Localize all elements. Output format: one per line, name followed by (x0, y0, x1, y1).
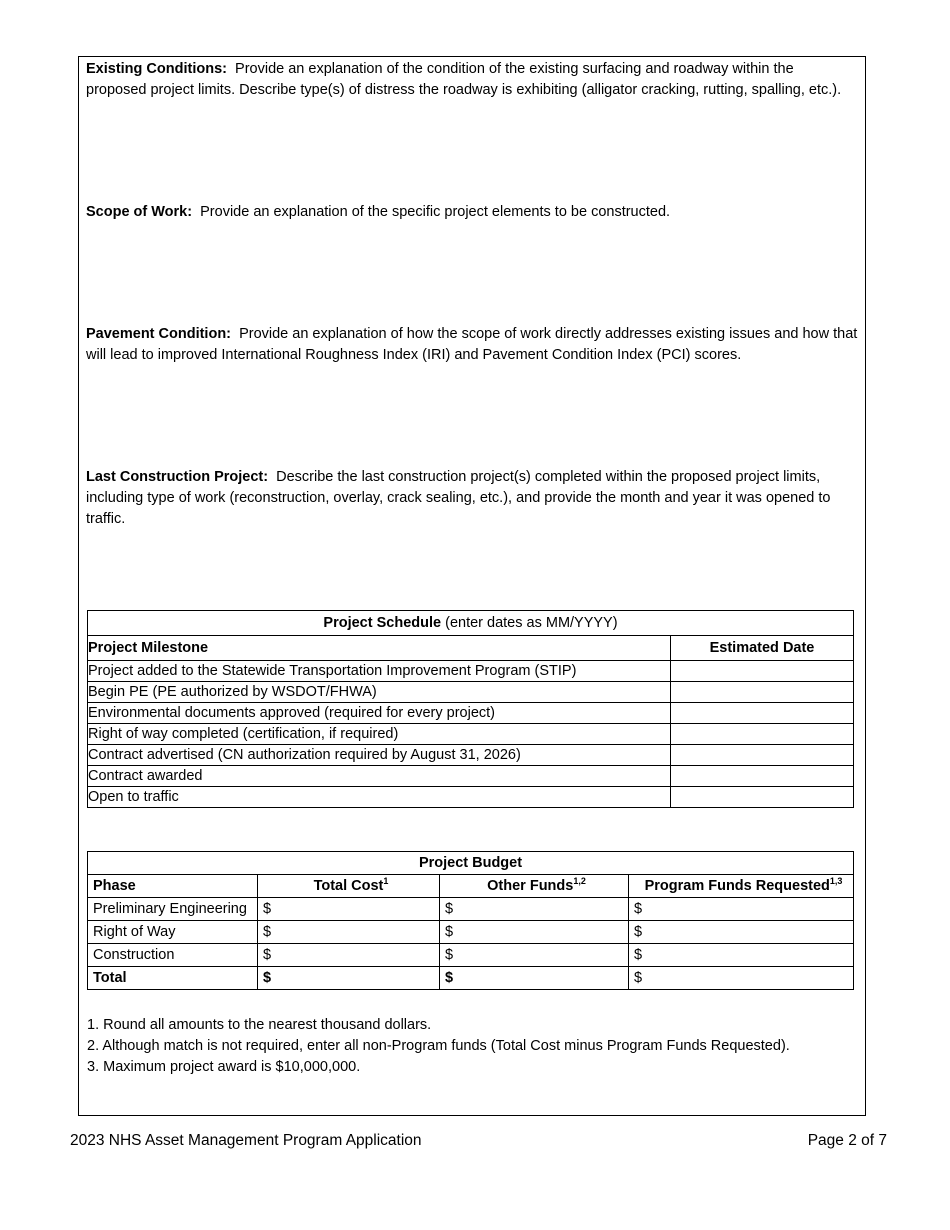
milestone-label: Begin PE (PE authorized by WSDOT/FHWA) (88, 682, 671, 703)
program-funds-cell[interactable]: $ (629, 921, 854, 944)
table-row (88, 766, 854, 787)
section-heading: Existing Conditions: (86, 61, 227, 77)
note-item: 3. Maximum project award is $10,000,000. (87, 1059, 361, 1075)
table-row (88, 682, 854, 703)
phase-header: Phase (88, 875, 258, 898)
page-number: Page 2 of 7 (807, 1132, 887, 1149)
estimated-date-cell[interactable] (671, 766, 854, 787)
pavement-condition-section (86, 324, 858, 366)
estimated-date-cell[interactable] (671, 682, 854, 703)
estimated-date-cell[interactable] (671, 787, 854, 808)
program-funds-cell[interactable]: $ (629, 944, 854, 967)
phase-label: Total (88, 967, 258, 990)
milestone-header: Project Milestone (88, 636, 671, 661)
project-budget-table (87, 851, 854, 990)
table-row (88, 745, 854, 766)
total-cost-cell[interactable]: $ (258, 898, 440, 921)
program-funds-cell[interactable]: $ (629, 898, 854, 921)
milestone-label: Open to traffic (88, 787, 671, 808)
project-schedule-table (87, 610, 854, 808)
form-frame (78, 56, 866, 1116)
milestone-label: Contract awarded (88, 766, 671, 787)
schedule-title-note: (enter dates as MM/YYYY) (445, 615, 618, 631)
phase-label: Preliminary Engineering (88, 898, 258, 921)
milestone-label: Right of way completed (certification, if required) (88, 724, 671, 745)
table-row (88, 661, 854, 682)
footer-title: 2023 NHS Asset Management Program Application (70, 1132, 422, 1149)
milestone-label: Environmental documents approved (required for every project) (88, 703, 671, 724)
phase-label: Right of Way (88, 921, 258, 944)
other-funds-cell[interactable]: $ (440, 967, 629, 990)
other-funds-cell[interactable]: $ (440, 898, 629, 921)
total-cost-cell[interactable]: $ (258, 944, 440, 967)
last-construction-section (86, 467, 858, 530)
estimated-date-cell[interactable] (671, 724, 854, 745)
note-item: 1. Round all amounts to the nearest thousand dollars. (87, 1017, 432, 1033)
section-text: Provide an explanation of the condition of the existing surfacing and roadway within the proposed project limits. Describe type(s) of distress the roadway is exhibiting (alligator cracking, rutting, spalling, etc.). (86, 61, 842, 98)
existing-conditions-section (86, 59, 858, 101)
total-cost-header: Total Cost$^1$ (258, 875, 440, 898)
table-row-total (88, 967, 854, 990)
other-funds-cell[interactable]: $ (440, 921, 629, 944)
section-text: Describe the last construction project(s) completed within the proposed project limits, including type of work (reconstruction, overlay, crack sealing, etc.), and provide the month and year it was opened to traffic. (86, 469, 831, 527)
program-funds-header: Program Funds Requested$^{1,3}$ (629, 875, 854, 898)
table-row (88, 787, 854, 808)
note-item: 2. Although match is not required, enter all non-Program funds (Total Cost minus Program Funds Requested). (87, 1038, 790, 1054)
section-text: Provide an explanation of the specific project elements to be constructed. (200, 204, 671, 220)
table-row (88, 703, 854, 724)
section-heading: Last Construction Project: (86, 469, 269, 485)
estimated-date-cell[interactable] (671, 703, 854, 724)
schedule-title-text: Project Schedule (323, 615, 442, 631)
other-funds-cell[interactable]: $ (440, 944, 629, 967)
other-funds-header: Other Funds$^{1,2}$ (440, 875, 629, 898)
table-row (88, 944, 854, 967)
total-cost-cell[interactable]: $ (258, 967, 440, 990)
budget-notes (87, 1015, 790, 1078)
table-row (88, 724, 854, 745)
section-text: Provide an explanation of how the scope of work directly addresses existing issues and how that will lead to improved International Roughness Index (IRI) and Pavement Condition Index (PCI) scores. (86, 326, 858, 363)
estimated-date-cell[interactable] (671, 661, 854, 682)
scope-of-work-section (86, 202, 858, 223)
total-cost-cell[interactable]: $ (258, 921, 440, 944)
estimated-date-header: Estimated Date (671, 636, 854, 661)
budget-title: Project Budget (88, 852, 854, 875)
phase-label: Construction (88, 944, 258, 967)
section-heading: Scope of Work: (86, 204, 193, 220)
milestone-label: Project added to the Statewide Transportation Improvement Program (STIP) (88, 661, 671, 682)
section-heading: Pavement Condition: (86, 326, 232, 342)
program-funds-cell[interactable]: $ (629, 967, 854, 990)
table-row (88, 898, 854, 921)
schedule-title (88, 611, 854, 636)
estimated-date-cell[interactable] (671, 745, 854, 766)
milestone-label: Contract advertised (CN authorization required by August 31, 2026) (88, 745, 671, 766)
table-row (88, 921, 854, 944)
